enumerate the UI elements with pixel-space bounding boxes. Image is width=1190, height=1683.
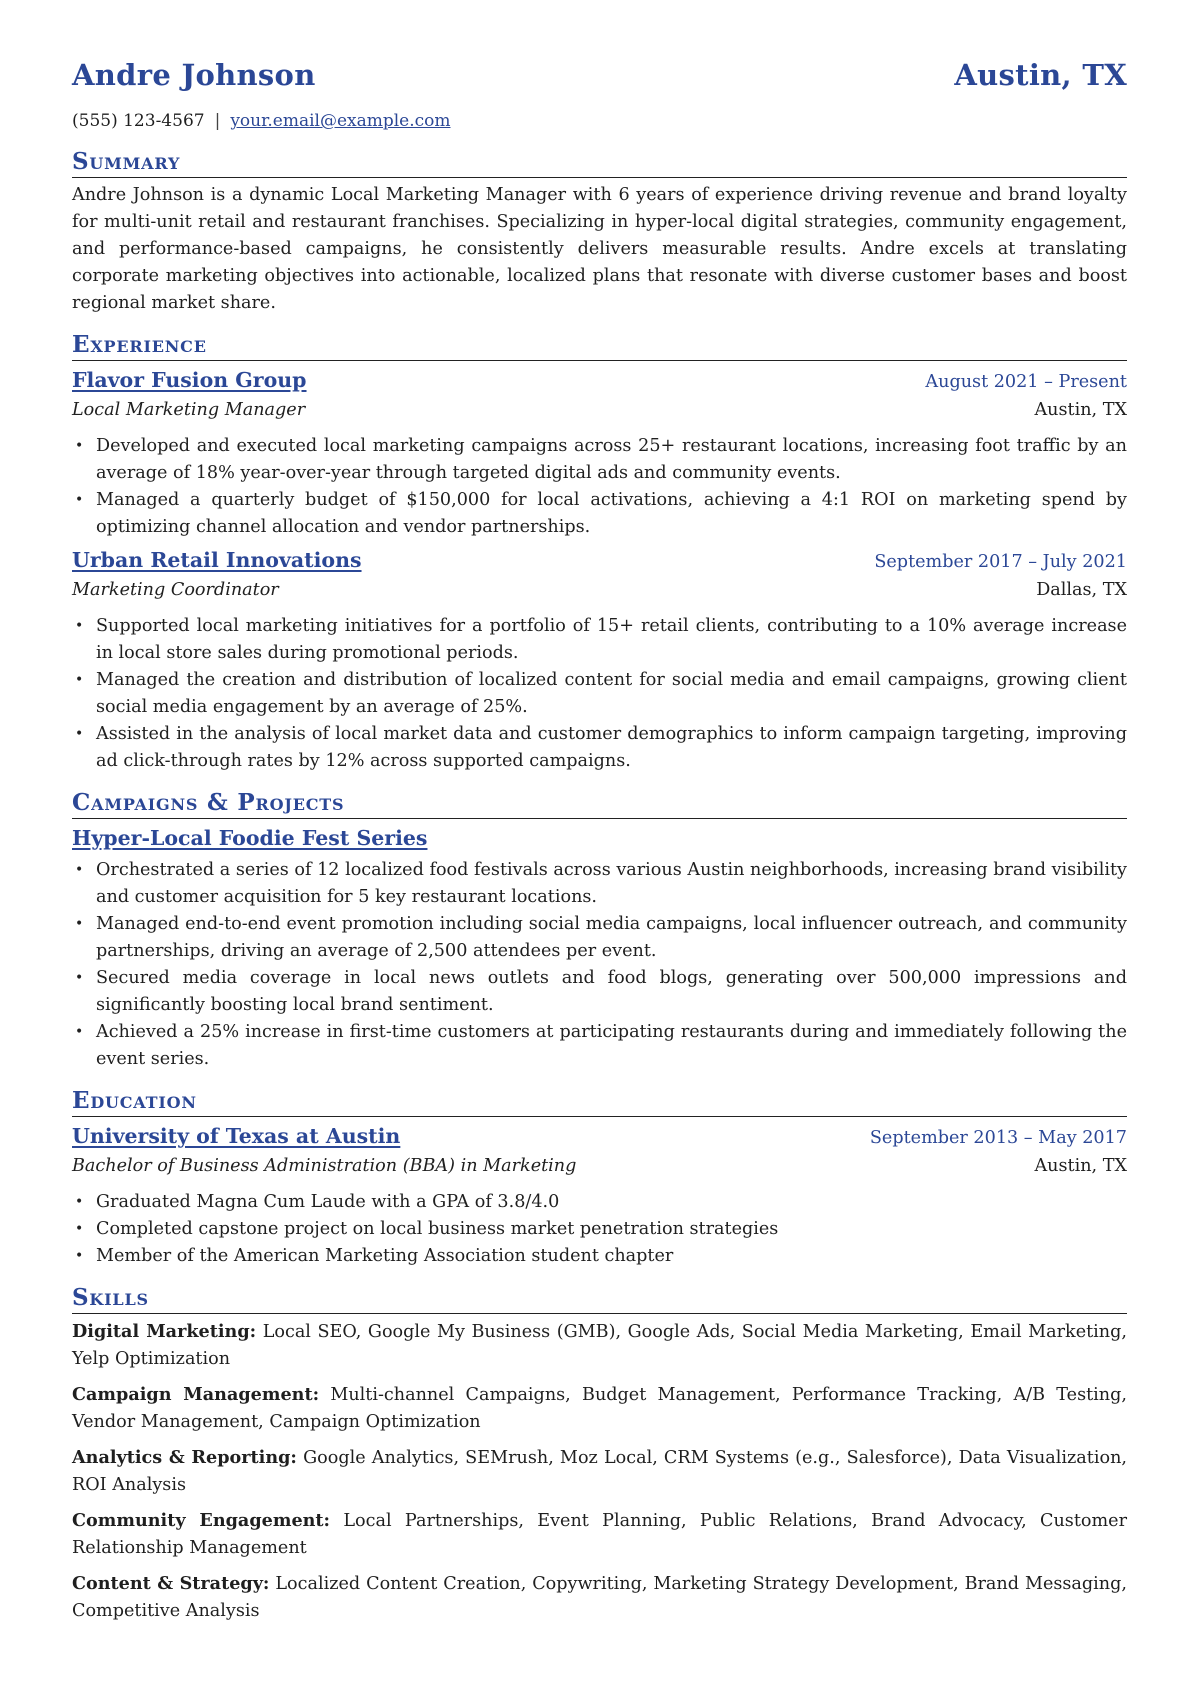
bullet-text: Assisted in the analysis of local market data and customer demographics to inform campaign targeting, improving ad click-through rates by 12% across supported campaigns.	[96, 724, 1127, 771]
bullet-dot-icon: •	[75, 726, 84, 742]
skill-group	[72, 1444, 1127, 1499]
bullet-dot-icon: •	[75, 438, 84, 454]
job-dates: August 2021 – Present	[925, 372, 1127, 392]
skill-group	[72, 1381, 1127, 1436]
job-location: Austin, TX	[1034, 400, 1127, 420]
list-item	[72, 965, 1127, 1019]
job-dates: September 2017 – July 2021	[874, 552, 1127, 572]
bullet-text: Secured media coverage in local news outlets and food blogs, generating over 500,000 impressions and significantly boosting local brand sentiment.	[96, 968, 1127, 1015]
list-item	[72, 1019, 1127, 1073]
candidate-name: Andre Johnson	[72, 58, 316, 92]
section-title-education: Education	[72, 1087, 1127, 1117]
list-item	[72, 613, 1127, 667]
bullet-dot-icon: •	[75, 862, 84, 878]
skill-category: Digital Marketing:	[72, 1321, 257, 1342]
list-item	[72, 1243, 1127, 1270]
bullet-text: Orchestrated a series of 12 localized food festivals across various Austin neighborhoods, increasing brand visibility and customer acquisition for 5 key restaurant locations.	[96, 860, 1127, 907]
skill-items: Local Partnerships, Event Planning, Public Relations, Brand Advocacy, Customer Relationship Management	[72, 1511, 1127, 1558]
bullet-dot-icon: •	[75, 672, 84, 688]
email-link[interactable]: your.email@example.com	[230, 111, 451, 131]
bullet-text: Developed and executed local marketing campaigns across 25+ restaurant locations, increasing foot traffic by an average of 18% year-over-year through targeted digital ads and community events.	[96, 436, 1127, 483]
skill-items: Google Analytics, SEMrush, Moz Local, CRM Systems (e.g., Salesforce), Data Visualization, ROI Analysis	[72, 1448, 1127, 1495]
bullet-dot-icon: •	[75, 1221, 84, 1237]
skill-category: Content & Strategy:	[72, 1573, 270, 1594]
skill-items: Local SEO, Google My Business (GMB), Google Ads, Social Media Marketing, Email Marketing, Yelp Optimization	[72, 1322, 1127, 1369]
job-location: Dallas, TX	[1036, 580, 1127, 600]
list-item	[72, 911, 1127, 965]
contact-line	[72, 108, 1127, 138]
skill-category: Campaign Management:	[72, 1384, 320, 1405]
school-link[interactable]: University of Texas at Austin	[72, 1124, 401, 1148]
school-location: Austin, TX	[1034, 1156, 1127, 1176]
bullet-dot-icon: •	[75, 618, 84, 634]
project-name-link[interactable]: Hyper-Local Foodie Fest Series	[72, 826, 428, 850]
job-role: Marketing Coordinator	[72, 580, 279, 600]
bullet-dot-icon: •	[75, 916, 84, 932]
list-item	[72, 1216, 1127, 1243]
phone-number: (555) 123-4567	[72, 111, 205, 131]
skill-items: Multi-channel Campaigns, Budget Management, Performance Tracking, A/B Testing, Vendor Management, Campaign Optimization	[72, 1385, 1127, 1432]
school-dates: September 2013 – May 2017	[869, 1128, 1127, 1148]
section-title-skills: Skills	[72, 1284, 1127, 1314]
section-title-projects: Campaigns & Projects	[72, 789, 1127, 819]
list-item	[72, 667, 1127, 721]
bullet-dot-icon: •	[75, 1024, 84, 1040]
contact-separator: |	[214, 111, 221, 131]
job-entry	[72, 547, 1127, 775]
bullet-text: Completed capstone project on local business market penetration strategies	[96, 1219, 779, 1239]
bullet-text: Member of the American Marketing Association student chapter	[96, 1246, 674, 1266]
education-entry	[72, 1123, 1127, 1270]
bullet-text: Supported local marketing initiatives for a portfolio of 15+ retail clients, contributing to a 10% average increase in local store sales during promotional periods.	[96, 616, 1127, 663]
job-org-link[interactable]: Urban Retail Innovations	[72, 548, 362, 572]
bullet-text: Achieved a 25% increase in first-time customers at participating restaurants during and immediately following the event series.	[96, 1022, 1127, 1069]
list-item	[72, 857, 1127, 911]
list-item	[72, 433, 1127, 487]
section-title-summary: Summary	[72, 148, 1127, 178]
skill-group	[72, 1507, 1127, 1562]
skill-category: Community Engagement:	[72, 1510, 331, 1531]
bullet-text: Managed end-to-end event promotion including social media campaigns, local influencer outreach, and community partnerships, driving an average of 2,500 attendees per event.	[96, 914, 1127, 961]
job-role: Local Marketing Manager	[72, 400, 306, 420]
bullet-dot-icon: •	[75, 1248, 84, 1264]
bullet-text: Managed the creation and distribution of localized content for social media and email campaigns, growing client social media engagement by an average of 25%.	[96, 670, 1127, 717]
header-location: Austin, TX	[954, 58, 1127, 92]
skill-group	[72, 1570, 1127, 1625]
list-item	[72, 721, 1127, 775]
skill-category: Analytics & Reporting:	[72, 1447, 297, 1468]
job-bullets	[72, 613, 1127, 775]
summary-text: Andre Johnson is a dynamic Local Marketing Manager with 6 years of experience driving revenue and brand loyalty for multi-unit retail and restaurant franchises. Specializing in hyper-local digital strategies, community engagement, and performance-based campaigns, he consistently delivers measurable results. Andre excels at translating corporate marketing objectives into actionable, localized plans that resonate with diverse customer bases and boost regional market share.	[72, 185, 1127, 313]
skill-group	[72, 1318, 1127, 1373]
skill-items: Localized Content Creation, Copywriting, Marketing Strategy Development, Brand Messaging, Competitive Analysis	[72, 1574, 1127, 1621]
job-org-link[interactable]: Flavor Fusion Group	[72, 368, 307, 392]
job-bullets	[72, 433, 1127, 541]
bullet-dot-icon: •	[75, 1194, 84, 1210]
job-entry	[72, 367, 1127, 541]
project-entry	[72, 825, 1127, 1073]
list-item	[72, 487, 1127, 541]
project-bullets	[72, 857, 1127, 1073]
degree: Bachelor of Business Administration (BBA) in Marketing	[72, 1156, 577, 1176]
bullet-dot-icon: •	[75, 492, 84, 508]
resume-header	[72, 58, 1127, 106]
bullet-dot-icon: •	[75, 970, 84, 986]
bullet-text: Graduated Magna Cum Laude with a GPA of 3.8/4.0	[96, 1192, 560, 1212]
education-bullets	[72, 1189, 1127, 1270]
list-item	[72, 1189, 1127, 1216]
section-title-experience: Experience	[72, 331, 1127, 361]
bullet-text: Managed a quarterly budget of $150,000 for local activations, achieving a 4:1 ROI on marketing spend by optimizing channel allocation and vendor partnerships.	[96, 490, 1127, 537]
